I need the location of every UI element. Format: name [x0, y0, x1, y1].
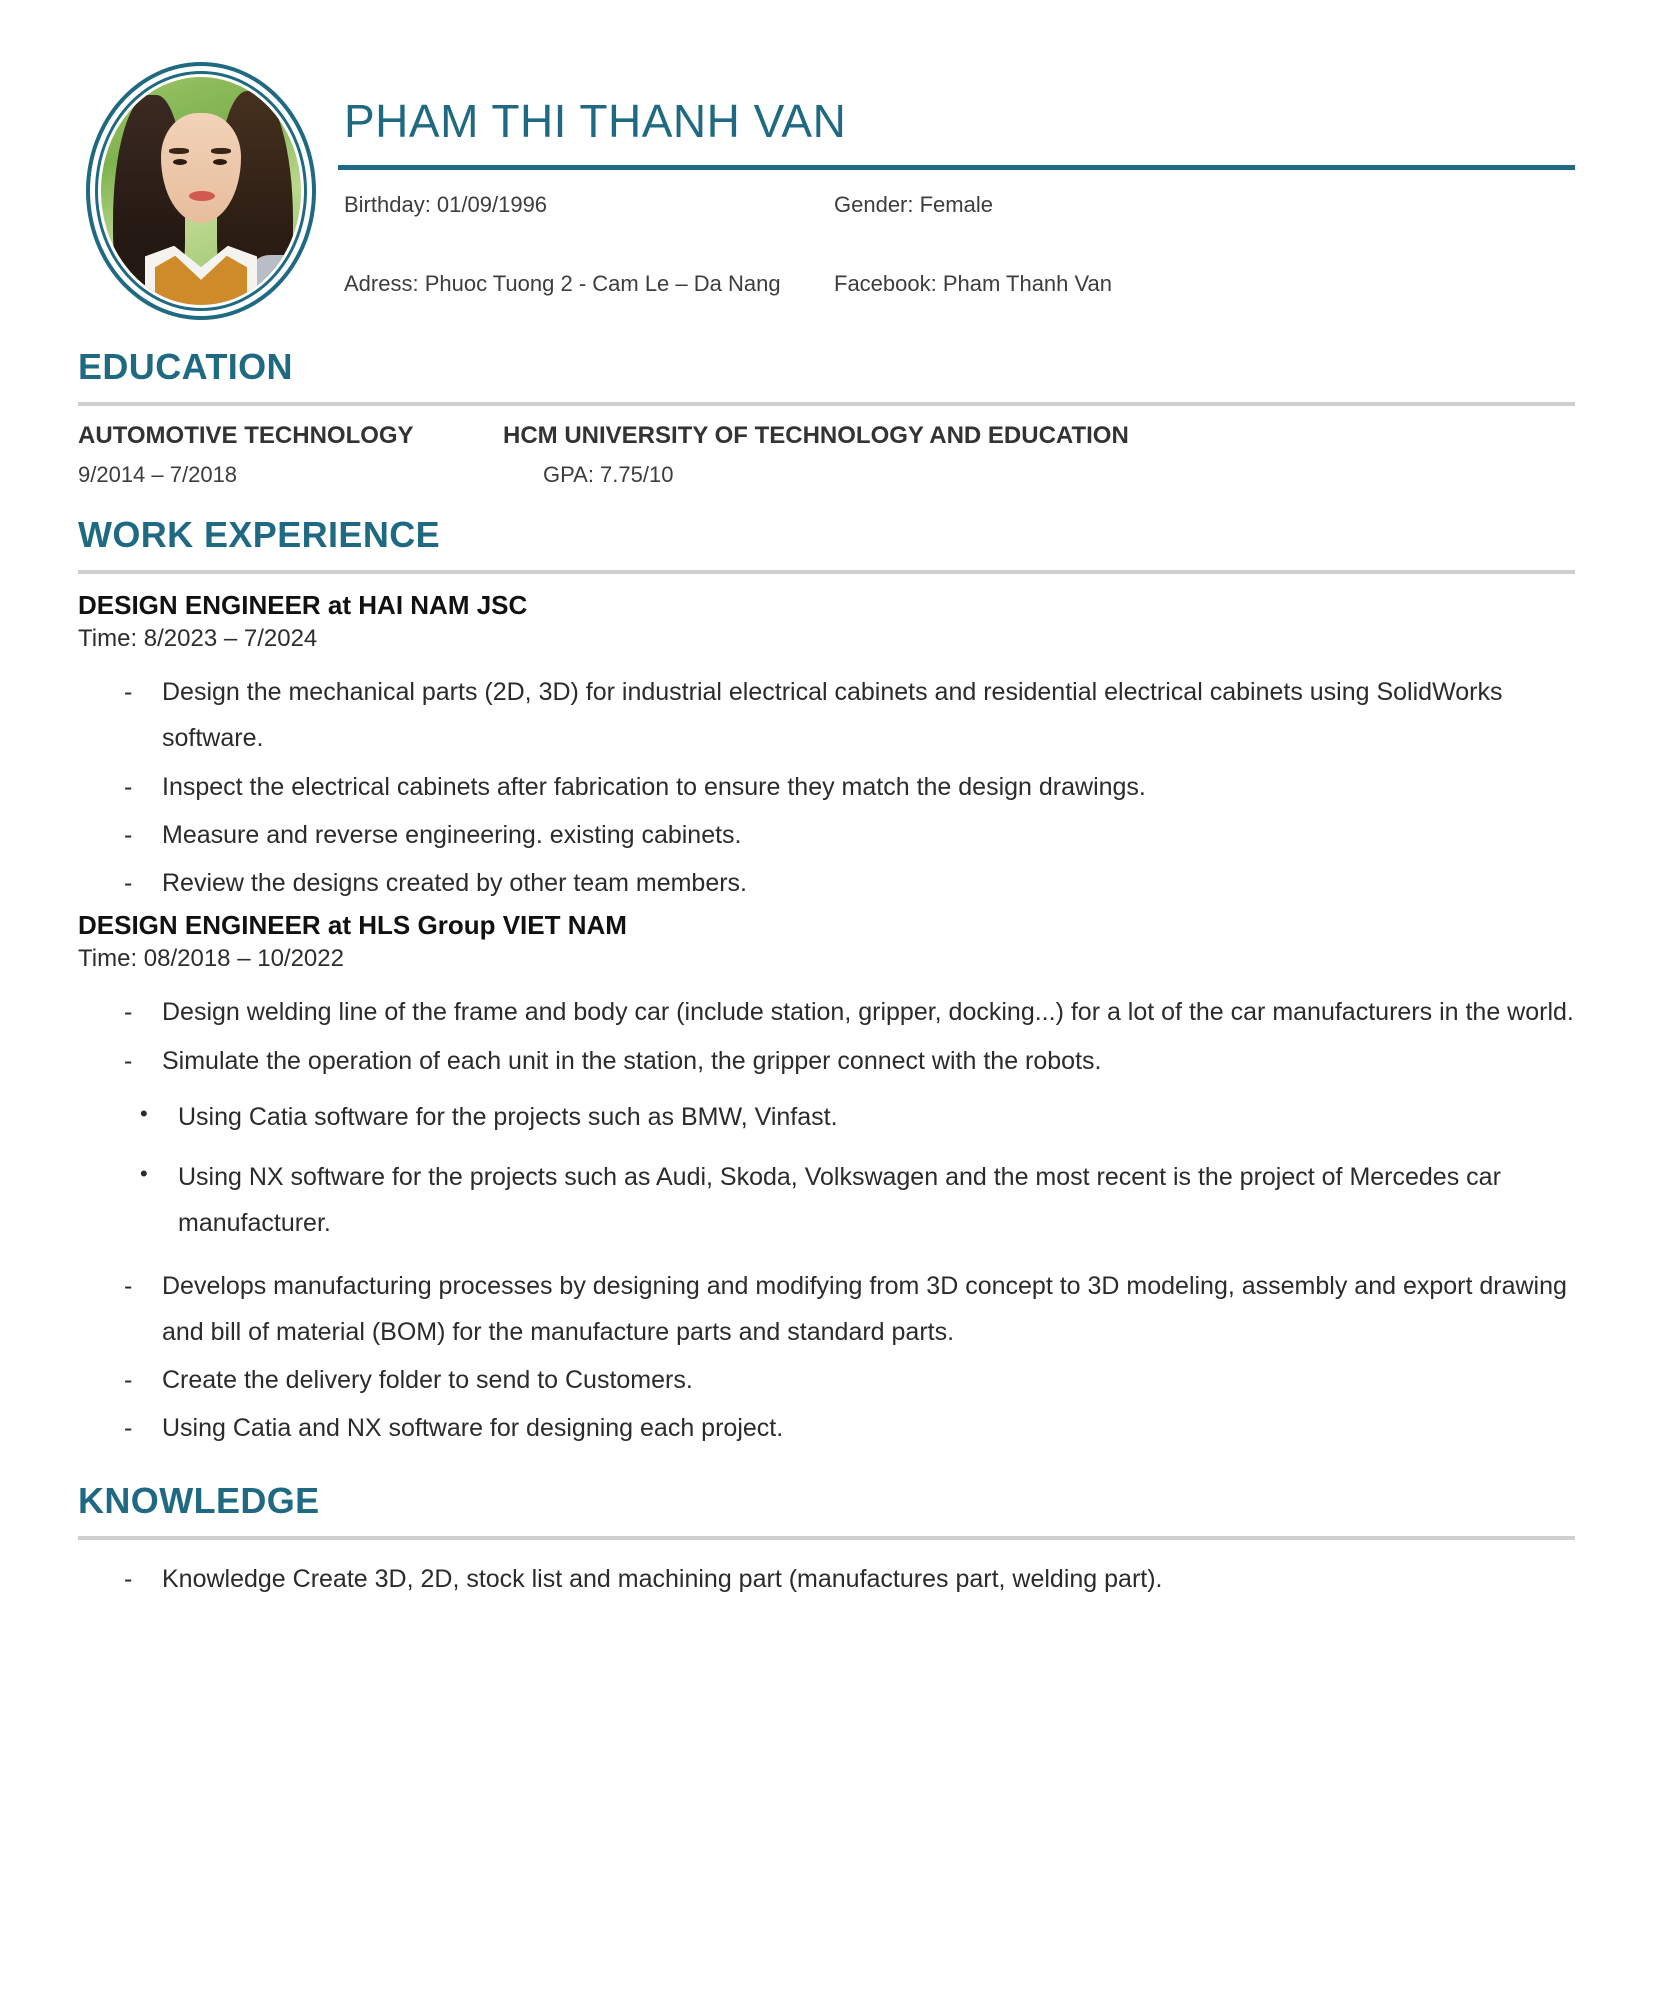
education-divider [78, 402, 1575, 406]
cv-header [78, 0, 1575, 320]
facebook-text: Facebook: Pham Thanh Van [834, 270, 1113, 296]
birthday-text: Birthday: 01/09/1996 [344, 191, 548, 217]
knowledge-bullet-list [78, 1556, 1575, 1602]
list-item: - Design the mechanical parts (2D, 3D) for industrial electrical cabinets and residential electrical cabinets using SolidWorks software. [78, 669, 1575, 762]
job-subbullet-list [78, 1094, 1575, 1247]
list-item: - Develops manufacturing processes by designing and modifying from 3D concept to 3D modeling, assembly and export drawing and bill of material (BOM) for the manufacture parts and standard parts. [78, 1263, 1575, 1356]
address-text: Adress: Phuoc Tuong 2 - Cam Le – Da Nang [344, 270, 781, 296]
list-item: - Inspect the electrical cabinets after fabrication to ensure they match the design drawings. [78, 764, 1575, 810]
education-section [78, 346, 1575, 488]
job-bullet-list [78, 989, 1575, 1084]
list-item: - Knowledge Create 3D, 2D, stock list and machining part (manufactures part, welding part). [78, 1556, 1575, 1602]
list-item: • Using Catia software for the projects such as BMW, Vinfast. [78, 1094, 1575, 1140]
education-dates: 9/2014 – 7/2018 [78, 462, 238, 487]
info-row-personal [338, 192, 1575, 218]
job-time: Time: 08/2018 – 10/2022 [78, 945, 344, 973]
work-experience-divider [78, 570, 1575, 574]
list-item: - Create the delivery folder to send to Customers. [78, 1357, 1575, 1403]
work-experience-section [78, 514, 1575, 1452]
education-heading: EDUCATION [78, 346, 293, 387]
list-item: - Design welding line of the frame and body car (include station, gripper, docking...) for a lot of the car manufacturers in the world. [78, 989, 1575, 1035]
work-experience-heading: WORK EXPERIENCE [78, 514, 441, 555]
education-school: HCM UNIVERSITY OF TECHNOLOGY AND EDUCATION [503, 422, 1129, 449]
page-title: PHAM THI THANH VAN [344, 95, 847, 147]
education-dates-row [78, 462, 1575, 488]
job-bullet-list-continued [78, 1263, 1575, 1452]
avatar-inner-ring [95, 71, 307, 311]
list-item: • Using NX software for the projects such as Audi, Skoda, Volkswagen and the most recent is the project of Mercedes car manufacturer. [78, 1154, 1575, 1247]
education-gpa: GPA: 7.75/10 [543, 462, 674, 487]
name-divider [338, 165, 1575, 170]
gender-text: Gender: Female [834, 191, 993, 217]
list-item: - Simulate the operation of each unit in the station, the gripper connect with the robots. [78, 1038, 1575, 1084]
avatar [86, 62, 316, 320]
knowledge-divider [78, 1536, 1575, 1540]
knowledge-section [78, 1454, 1575, 1604]
education-titles-row [78, 422, 1575, 450]
avatar-photo [101, 77, 301, 305]
job-time: Time: 8/2023 – 7/2024 [78, 625, 318, 652]
job-title: DESIGN ENGINEER at HLS Group VIET NAM [78, 910, 627, 941]
header-details [316, 62, 1575, 297]
job-bullet-list [78, 669, 1575, 906]
job-entry [78, 910, 1575, 1451]
job-entry [78, 590, 1575, 906]
education-major: AUTOMOTIVE TECHNOLOGY [78, 422, 414, 449]
list-item: - Using Catia and NX software for designing each project. [78, 1405, 1575, 1451]
knowledge-heading: KNOWLEDGE [78, 1479, 320, 1521]
list-item: - Measure and reverse engineering. existing cabinets. [78, 812, 1575, 858]
job-title: DESIGN ENGINEER at HAI NAM JSC [78, 590, 528, 620]
list-item: - Review the designs created by other team members. [78, 860, 1575, 906]
info-row-contact [338, 271, 1575, 297]
